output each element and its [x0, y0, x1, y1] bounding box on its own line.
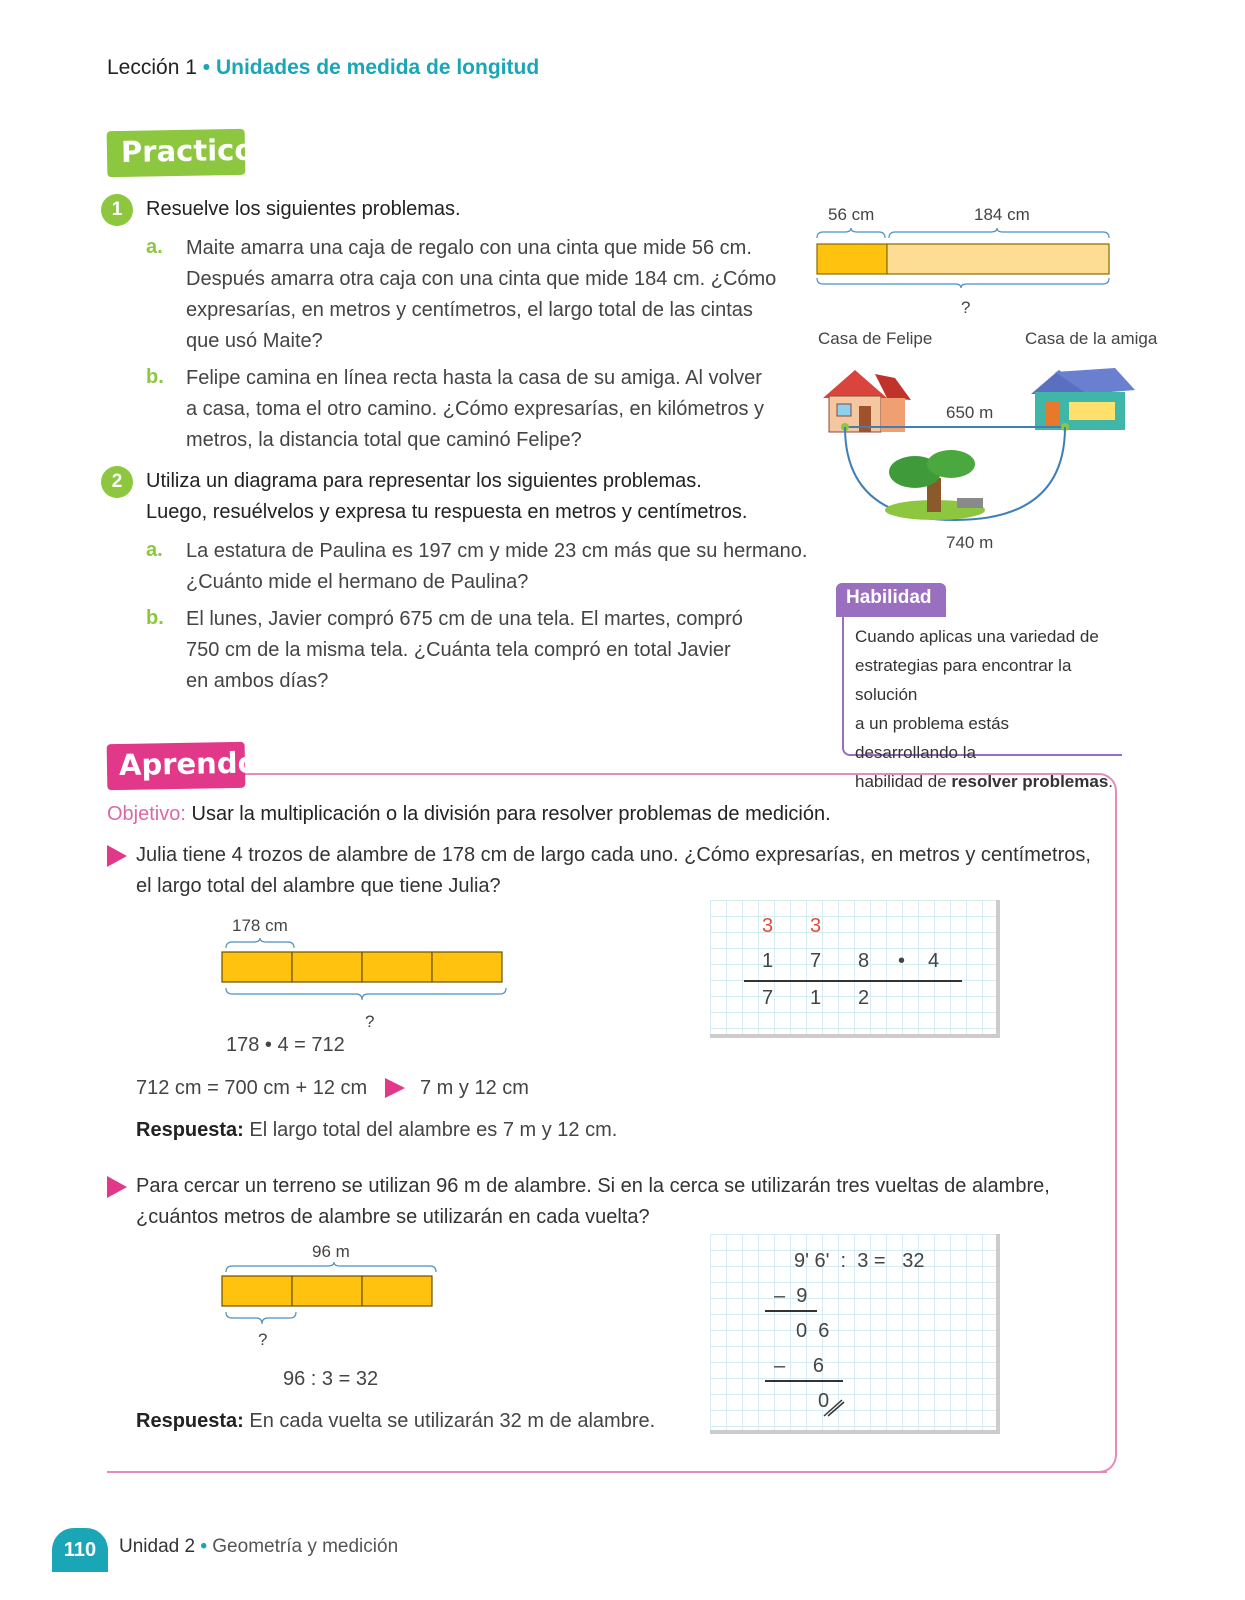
- division-line-1: [765, 1310, 817, 1312]
- ex2-question: ?: [258, 1330, 268, 1349]
- question-1b-label: b.: [146, 366, 164, 388]
- ribbon-question: ?: [961, 298, 971, 317]
- division-line-2: [765, 1380, 843, 1382]
- house-felipe-icon: [823, 370, 911, 432]
- lesson-number: Lección 1: [107, 56, 197, 79]
- ribbon-label-184: 184 cm: [974, 205, 1030, 224]
- ex2-answer: Respuesta: En cada vuelta se utilizarán 32 m de alambre.: [136, 1410, 656, 1432]
- ex1-bar-diagram: [220, 938, 520, 1006]
- question-1a-text: Maite amarra una caja de regalo con una cinta que mide 56 cm. Después amarra otra caja con una cinta que mide 184 cm. ¿Cómo expresarías, en metros y centímetros, el largo total de las cintas que usó Maite?: [186, 237, 777, 352]
- division-remainder: 0: [818, 1390, 830, 1412]
- ex1-conversion: 712 cm = 700 cm + 12 cm: [136, 1077, 368, 1099]
- bar-segment: [362, 952, 432, 982]
- bullet-arrow-icon: [107, 845, 127, 867]
- ribbon-label-56: 56 cm: [828, 205, 875, 224]
- objetivo: Objetivo: Usar la multiplicación o la división para resolver problemas de medición.: [107, 803, 831, 825]
- bullet-arrow-icon: [107, 1176, 127, 1198]
- bar-segment: [292, 1276, 362, 1306]
- division-head: 9ʹ 6ʹ : 3 = 32: [794, 1250, 925, 1272]
- ex1-answer: Respuesta: El largo total del alambre es 7 m y 12 cm.: [136, 1119, 618, 1141]
- result-arrow-icon: [385, 1078, 405, 1098]
- footer-unit: Unidad 2 • Geometría y medición: [119, 1536, 399, 1557]
- multiplication-grid: [710, 900, 1000, 1038]
- question-number-2: 2: [101, 466, 133, 498]
- ex1-question: ?: [365, 1012, 375, 1031]
- ex1-equation: 178 • 4 = 712: [226, 1034, 345, 1056]
- practico-tag: Practico: [107, 129, 246, 177]
- label-casa-amiga: Casa de la amiga: [1025, 329, 1158, 348]
- page-number: 110: [52, 1528, 108, 1572]
- division-step-1: – 9: [774, 1285, 808, 1307]
- label-650m: 650 m: [946, 403, 994, 422]
- question-2b-text: El lunes, Javier compró 675 cm de una tela. El martes, compró 750 cm de la misma tela. ¿Cuánta tela compró en total Javier en ambos días?: [186, 608, 743, 692]
- multiplication-line: [744, 980, 962, 982]
- ex1-bar-label: 178 cm: [232, 916, 288, 935]
- example-1-text: Julia tiene 4 trozos de alambre de 178 cm de largo cada uno. ¿Cómo expresarías, en metros y centímetros, el largo total del alambre que tiene Julia?: [136, 844, 1091, 897]
- question-2-prompt: Utiliza un diagrama para representar los siguientes problemas. Luego, resuélvelos y expresa tu respuesta en metros y centímetros.: [146, 470, 748, 523]
- tree-icon: [885, 450, 985, 520]
- habilidad-tab: Habilidad: [836, 583, 946, 617]
- bar-segment: [292, 952, 362, 982]
- bar-segment: [222, 952, 292, 982]
- aprendo-bottom-line: [107, 1471, 1107, 1473]
- division-step-2: 0 6: [796, 1320, 830, 1342]
- aprendo-tag: Aprendo: [107, 742, 246, 790]
- label-740m: 740 m: [946, 533, 994, 552]
- habilidad-text: Cuando aplicas una variedad de estrategias para encontrar la solución a un problema estás desarrollando la habilidad de resolver problemas.: [855, 627, 1114, 791]
- strike-mark-icon: [822, 1398, 846, 1418]
- question-2a-label: a.: [146, 539, 163, 561]
- ex2-equation: 96 : 3 = 32: [283, 1368, 379, 1390]
- ex2-bar-label: 96 m: [312, 1242, 350, 1261]
- ribbon-bar-diagram: [815, 228, 1125, 288]
- division-step-3: – 6: [774, 1355, 825, 1377]
- bar-segment: [432, 952, 502, 982]
- bar-segment: [362, 1276, 432, 1306]
- question-number-1: 1: [101, 194, 133, 226]
- question-1-prompt: Resuelve los siguientes problemas.: [146, 198, 461, 220]
- question-1a-label: a.: [146, 236, 163, 258]
- example-2-text: Para cercar un terreno se utilizan 96 m de alambre. Si en la cerca se utilizarán tres vueltas de alambre, ¿cuántos metros de alambre se utilizarán en cada vuelta?: [136, 1175, 1050, 1228]
- map-illustration: [815, 360, 1145, 560]
- lesson-header: Lección 1 • Unidades de medida de longitud: [107, 56, 540, 79]
- question-2a-text: La estatura de Paulina es 197 cm y mide 23 cm más que su hermano. ¿Cuánto mide el hermano de Paulina?: [186, 540, 808, 593]
- lesson-topic: Unidades de medida de longitud: [215, 56, 540, 79]
- ex2-bar-diagram: [220, 1262, 450, 1332]
- bar-segment: [222, 1276, 292, 1306]
- ex1-conversion-result: 7 m y 12 cm: [420, 1077, 529, 1099]
- house-amiga-icon: [1031, 368, 1135, 430]
- label-casa-felipe: Casa de Felipe: [818, 329, 933, 348]
- question-2b-label: b.: [146, 607, 164, 629]
- question-1b-text: Felipe camina en línea recta hasta la casa de su amiga. Al volver a casa, toma el otro camino. ¿Cómo expresarías, en kilómetros y metros, la distancia total que caminó Felipe?: [186, 367, 765, 451]
